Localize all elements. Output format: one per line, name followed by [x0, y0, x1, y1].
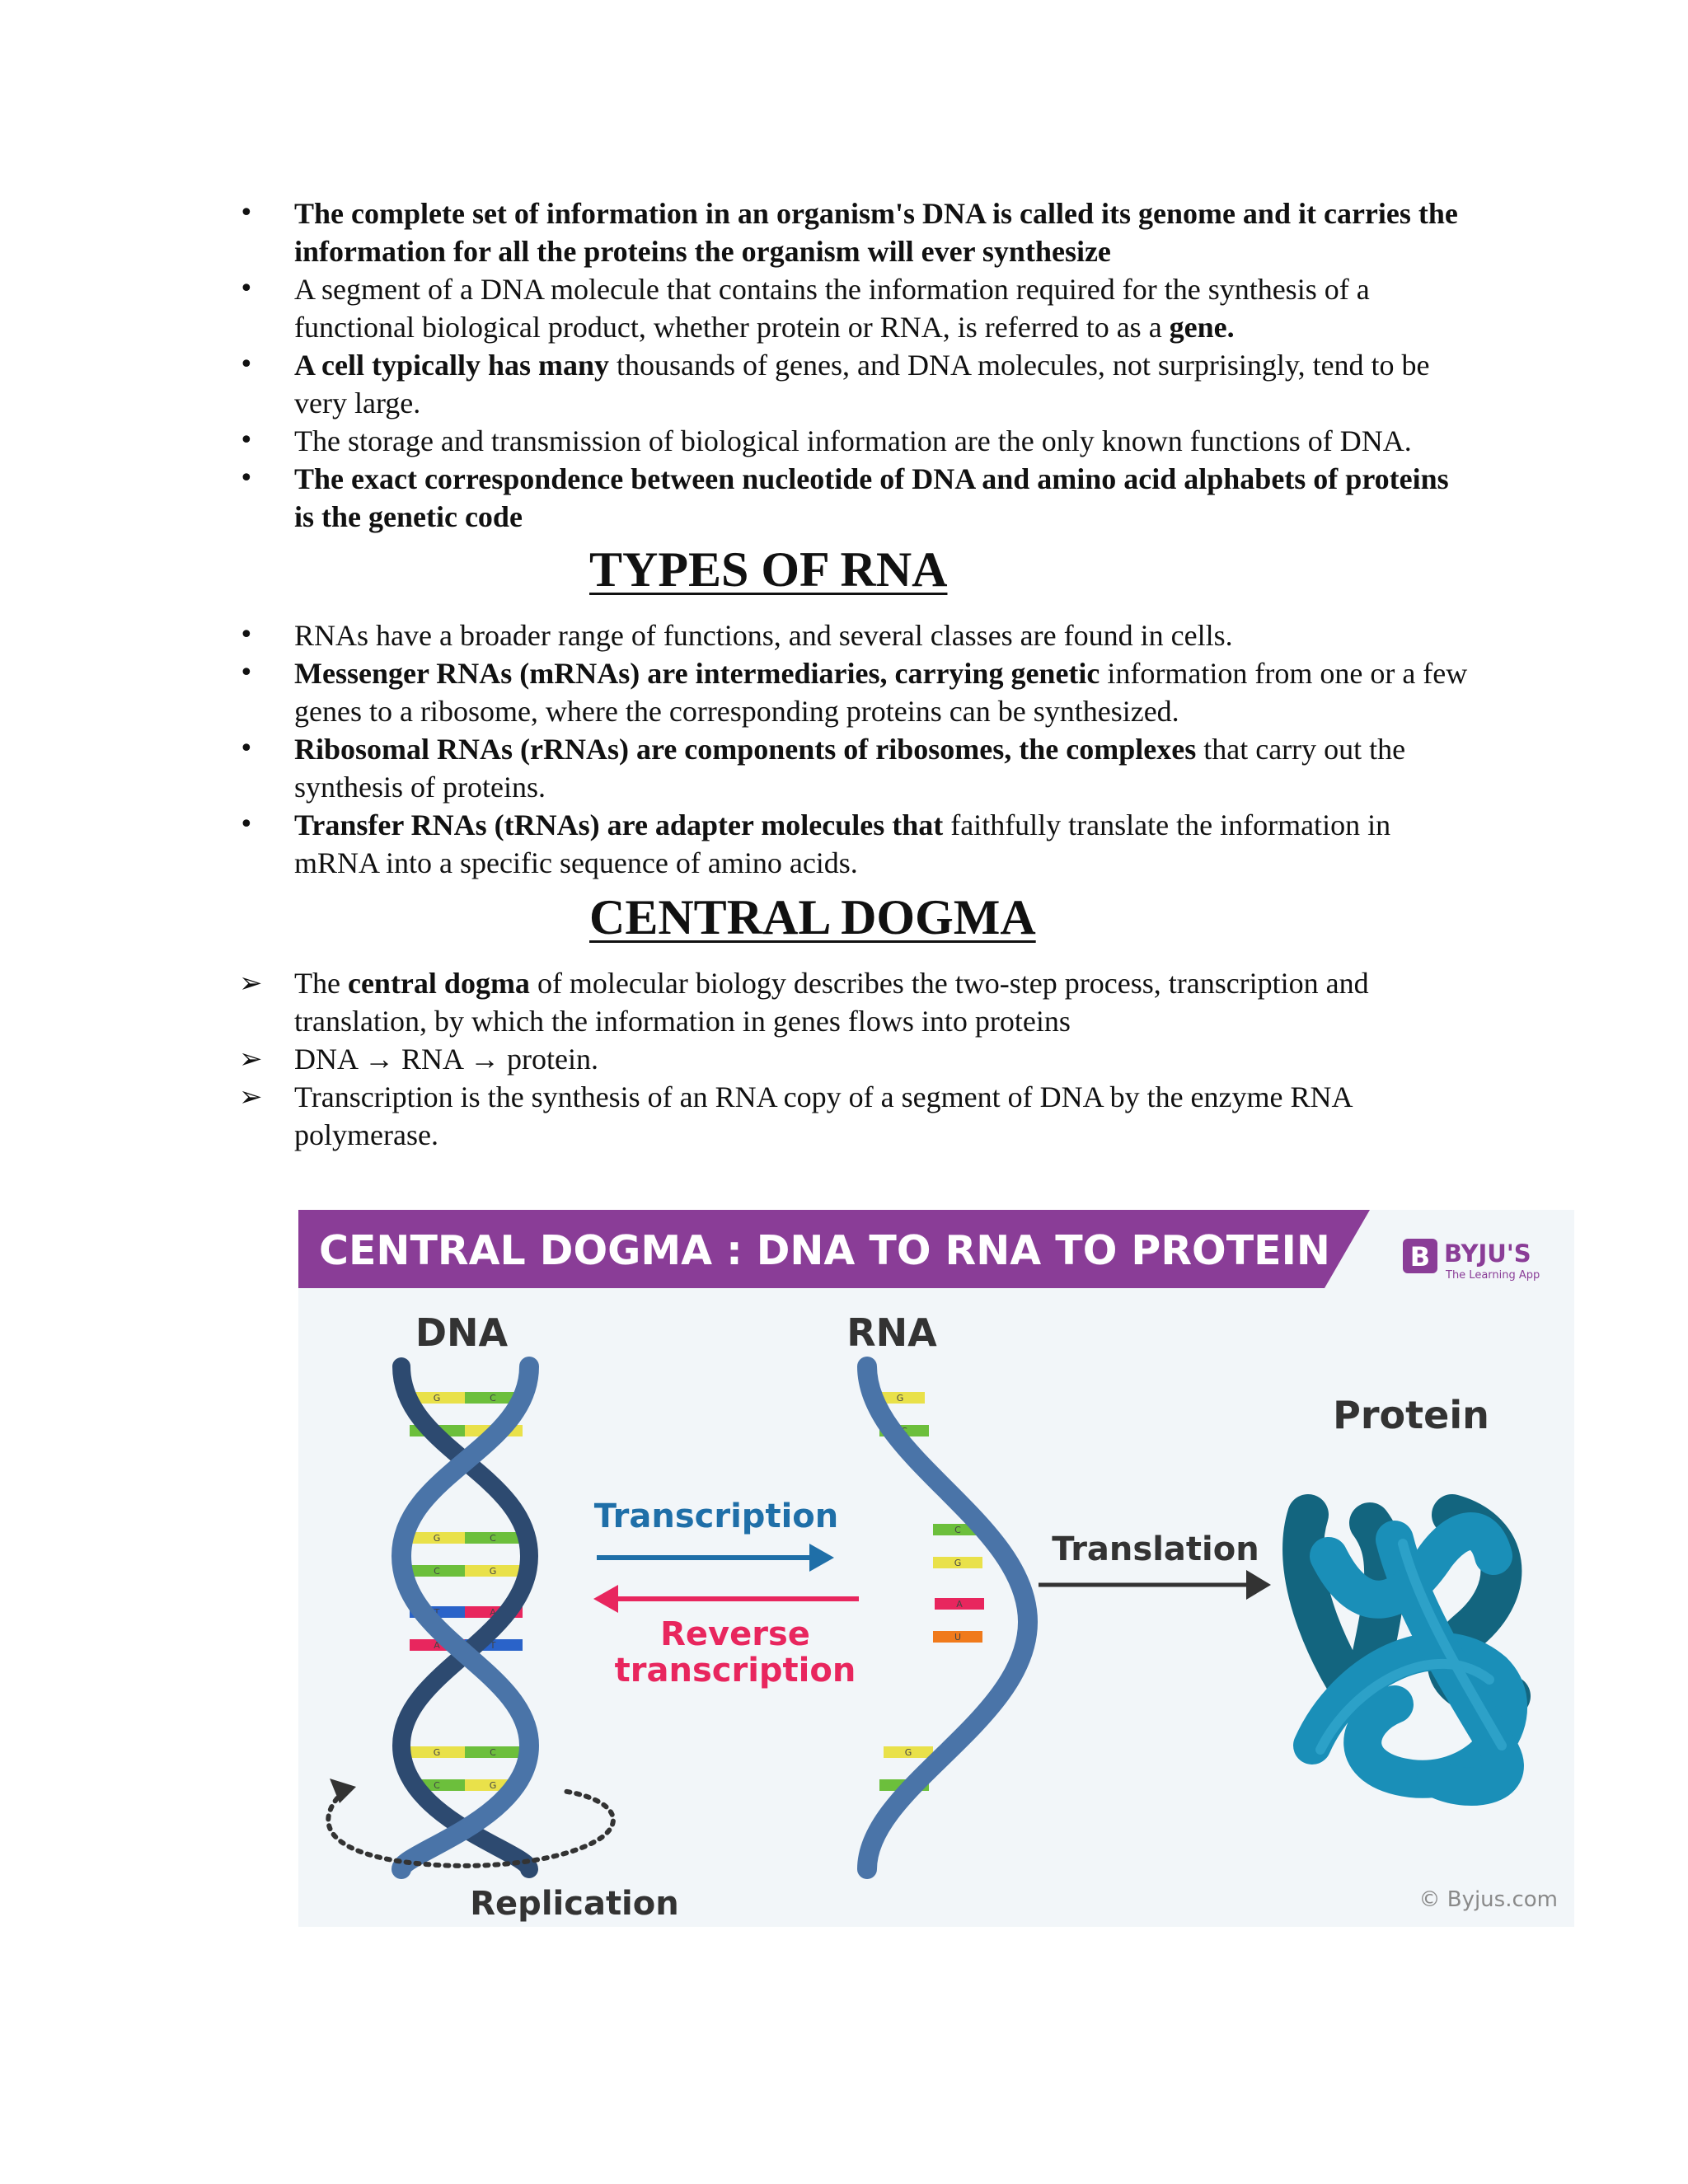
brand-name: BYJU'S [1444, 1240, 1531, 1268]
dna-base-letter: G [489, 1566, 497, 1577]
list-item [239, 1040, 1475, 1078]
dna-base-letter: G [433, 1393, 441, 1404]
dna-label: DNA [415, 1310, 509, 1355]
arrow-bullet-icon: ➢ [239, 1043, 263, 1076]
list-item [239, 964, 1475, 1040]
bold-text: The exact correspondence between nucleotide of DNA and amino acid alphabets of proteins is the genetic code [294, 462, 1449, 533]
bullet-icon: • [239, 621, 254, 649]
body-text: of molecular biology describes the two-step process, transcription and translation, by which the information in genes flows into proteins [294, 967, 1369, 1038]
byjus-logo-icon-letter: B [1409, 1241, 1431, 1272]
dna-base-letter: C [434, 1426, 440, 1436]
dna-base-letter: C [434, 1566, 440, 1577]
rna-base-letter: C [901, 1426, 907, 1436]
rna-base-letter: G [904, 1747, 912, 1758]
reverse-transcription-arrow [593, 1585, 859, 1613]
bold-text: The complete set of information in an organism's DNA is called its genome and it carries the information for all the proteins the organism will ever synthesize [294, 197, 1458, 268]
rna-base-letter: C [901, 1780, 907, 1791]
bullet-icon: • [239, 426, 254, 455]
rna-base-letter: G [954, 1558, 962, 1568]
bullet-icon: • [239, 199, 254, 227]
bullet-icon: • [239, 274, 254, 303]
dna-base-letter: T [434, 1607, 440, 1618]
dna-base-letter: A [434, 1640, 440, 1651]
body-text: RNAs have a broader range of functions, and several classes are found in cells. [294, 619, 1233, 652]
rna-strand [867, 1366, 1028, 1869]
protein-label: Protein [1333, 1393, 1489, 1437]
bold-text: central dogma [347, 967, 530, 1000]
dna-base-letter: C [434, 1780, 440, 1791]
copyright-text: © Byjus.com [1418, 1887, 1558, 1912]
bold-text: Ribosomal RNAs (rRNAs) are components of ribosomes, the complexes [294, 733, 1197, 766]
banner-title: CENTRAL DOGMA : DNA TO RNA TO PROTEIN [319, 1227, 1330, 1274]
dna-base-letter: G [489, 1426, 497, 1436]
dna-base-letter: G [433, 1747, 441, 1758]
bullet-icon: • [239, 464, 254, 493]
body-text: The storage and transmission of biological information are the only known functions of DNA. [294, 424, 1412, 457]
central-dogma-figure [298, 1210, 1574, 1927]
list-item [239, 654, 1475, 730]
dna-base-letter: G [489, 1780, 497, 1791]
dna-base-letter: C [490, 1747, 496, 1758]
dna-base-letter: C [490, 1393, 496, 1404]
bullet-icon: • [239, 658, 254, 687]
list-item [239, 270, 1475, 346]
list-item [239, 346, 1475, 422]
arrow-bullet-icon: ➢ [239, 967, 263, 1000]
rna-label: RNA [846, 1310, 937, 1355]
reverse-label-line1: Reverse [660, 1615, 810, 1653]
content-column [239, 194, 1475, 1154]
list-item [239, 730, 1475, 806]
translation-label: Translation [1052, 1530, 1259, 1568]
bold-text: A cell typically has many [294, 349, 610, 382]
list-item [239, 806, 1475, 882]
bold-text: gene. [1169, 311, 1235, 344]
rna-base-letter: A [956, 1599, 963, 1610]
body-text: Transcription is the synthesis of an RNA copy of a segment of DNA by the enzyme RNA polymerase. [294, 1080, 1352, 1151]
list-item [239, 194, 1475, 270]
bullet-icon: • [239, 810, 254, 839]
dna-base-letter: C [490, 1533, 496, 1544]
list-item [239, 1078, 1475, 1154]
protein-structure-icon [1303, 1515, 1510, 1787]
genome-bullet-list [239, 194, 1475, 536]
reverse-label-line2: transcription [614, 1652, 856, 1690]
dna-base-letter: T [490, 1640, 496, 1651]
list-item [239, 616, 1475, 654]
body-text: faithfully translate the information in mRNA into a specific sequence of amino acids. [294, 808, 1391, 879]
bullet-icon: • [239, 734, 254, 763]
rna-base-letter: U [954, 1632, 962, 1643]
brand-tagline: The Learning App [1446, 1269, 1540, 1282]
body-text: that carry out the synthesis of proteins. [294, 733, 1406, 804]
types-of-rna-heading: TYPES OF RNA [589, 542, 948, 597]
transcription-arrow [597, 1544, 834, 1572]
bold-text: Transfer RNAs (tRNAs) are adapter molecules that [294, 808, 944, 841]
central-dogma-bullet-list [239, 964, 1475, 1154]
list-item [239, 460, 1475, 536]
bullet-icon: • [239, 350, 254, 379]
body-text: information from one or a few genes to a ribosome, where the corresponding proteins can be synthesized. [294, 657, 1468, 728]
body-text: The [294, 967, 348, 1000]
dna-base-letter: G [433, 1533, 441, 1544]
body-text: thousands of genes, and DNA molecules, not surprisingly, tend to be very large. [294, 349, 1430, 419]
arrow-bullet-icon: ➢ [239, 1080, 263, 1113]
body-text: DNA → RNA → protein. [294, 1043, 598, 1076]
translation-arrow [1039, 1570, 1271, 1600]
rna-types-bullet-list [239, 616, 1475, 882]
body-text: A segment of a DNA molecule that contains the information required for the synthesis of a functional biological product, whether protein or RNA, is referred to as a [294, 273, 1370, 344]
list-item [239, 422, 1475, 460]
replication-label: Replication [470, 1885, 679, 1923]
byjus-logo [1403, 1239, 1540, 1282]
bold-text: Messenger RNAs (mRNAs) are intermediaries, carrying genetic [294, 657, 1100, 690]
rna-base-letter: G [896, 1393, 904, 1404]
rna-base-letter: C [954, 1525, 961, 1535]
central-dogma-heading: CENTRAL DOGMA [589, 890, 1036, 944]
dna-base-letter: A [490, 1607, 496, 1618]
transcription-label: Transcription [593, 1497, 839, 1535]
